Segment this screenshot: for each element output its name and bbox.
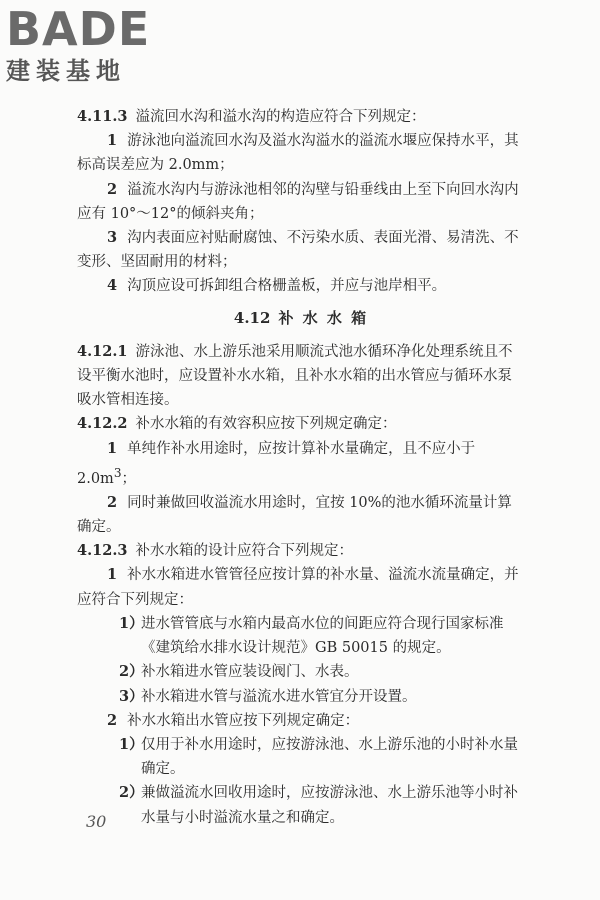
clause-code: 4.12.2 — [77, 415, 128, 433]
logo-wordmark: BADE — [6, 2, 151, 56]
sub-text: 补水箱进水管应装设阀门、水表。 — [141, 664, 359, 681]
item-number: 2 — [107, 493, 118, 511]
item-end: ； — [121, 470, 136, 487]
list-item — [77, 709, 525, 733]
clause-4-11-3 — [77, 105, 525, 129]
item-number: 1 — [107, 132, 118, 150]
item-text: 同时兼做回收溢流水用途时，宜按 10%的池水循环流量计算确定。 — [77, 494, 512, 536]
clause-code: 4.12.1 — [77, 342, 128, 360]
item-number: 4 — [107, 277, 118, 295]
sub-marker: 1） — [119, 735, 144, 753]
clause-4-12-3 — [77, 539, 525, 563]
clause-code: 4.11.3 — [77, 108, 128, 125]
section-title: 补 水 水 箱 — [278, 308, 369, 327]
sub-item — [77, 781, 525, 829]
clause-title: 溢流回水沟和溢水沟的构造应符合下列规定： — [135, 109, 426, 125]
list-item — [77, 178, 525, 226]
sub-item — [77, 685, 525, 709]
list-item — [77, 274, 525, 298]
sub-marker: 2） — [119, 784, 144, 802]
item-number: 1 — [107, 566, 118, 584]
logo-subtitle: 建装基地 — [6, 57, 126, 85]
item-number: 1 — [107, 439, 118, 457]
item-text: 沟顶应设可拆卸组合格栅盖板，并应与池岸相平。 — [127, 278, 447, 295]
list-item — [77, 226, 525, 274]
clause-code: 4.12.3 — [77, 542, 128, 560]
sub-marker: 2） — [119, 663, 144, 681]
clause-title: 补水水箱的有效容积应按下列规定确定： — [135, 416, 397, 433]
item-text: 补水水箱出水管应按下列规定确定： — [127, 712, 360, 729]
sub-text: 进水管管底与水箱内最高水位的间距应符合现行国家标准《建筑给水排水设计规范》GB 50015 的规定。 — [141, 615, 504, 657]
item-text: 游泳池向溢流回水沟及溢水沟溢水的溢流水堰应保持水平，其标高误差应为 2.0mm； — [77, 133, 519, 174]
sub-text: 仅用于补水用途时，应按游泳池、水上游乐池的小时补水量确定。 — [141, 736, 518, 778]
section-heading — [77, 306, 525, 330]
sub-item — [77, 733, 525, 781]
item-text: 单纯作补水用途时，应按计算补水量确定，且不应小于 2.0m — [77, 440, 476, 487]
item-number: 2 — [107, 711, 118, 729]
item-number: 2 — [107, 180, 118, 198]
section-number: 4.12 — [233, 308, 271, 327]
sub-text: 兼做溢流水回收用途时，应按游泳池、水上游乐池等小时补水量与小时溢流水量之和确定。 — [141, 785, 518, 826]
page-number: 30 — [86, 812, 107, 831]
clause-title: 补水水箱的设计应符合下列规定： — [135, 543, 353, 560]
sub-marker: 1） — [119, 614, 144, 632]
page-content — [77, 105, 525, 830]
item-text: 溢流水沟内与游泳池相邻的沟壁与铅垂线由上至下向回水沟内应有 10°～12°的倾斜夹角； — [77, 181, 519, 222]
list-item — [77, 437, 525, 491]
clause-4-12-2 — [77, 412, 525, 436]
logo — [6, 4, 176, 86]
clause-text: 游泳池、水上游乐池采用顺流式池水循环净化处理系统且不设平衡水池时，应设置补水水箱，且补水水箱的出水管应与循环水泵吸水管相连接。 — [77, 343, 513, 409]
list-item — [77, 129, 525, 177]
sub-text: 补水箱进水管与溢流水进水管宜分开设置。 — [141, 688, 417, 705]
sub-marker: 3） — [119, 687, 144, 705]
list-item — [77, 491, 525, 539]
item-text: 补水水箱进水管管径应按计算的补水量、溢流水流量确定，并应符合下列规定： — [77, 567, 519, 608]
sub-item — [77, 612, 525, 660]
list-item — [77, 563, 525, 611]
sub-item — [77, 660, 525, 684]
item-number: 3 — [107, 229, 118, 247]
clause-4-12-1 — [77, 340, 525, 413]
superscript: 3 — [113, 465, 122, 480]
item-text: 沟内表面应衬贴耐腐蚀、不污染水质、表面光滑、易清洗、不变形、坚固耐用的材料； — [77, 230, 519, 271]
